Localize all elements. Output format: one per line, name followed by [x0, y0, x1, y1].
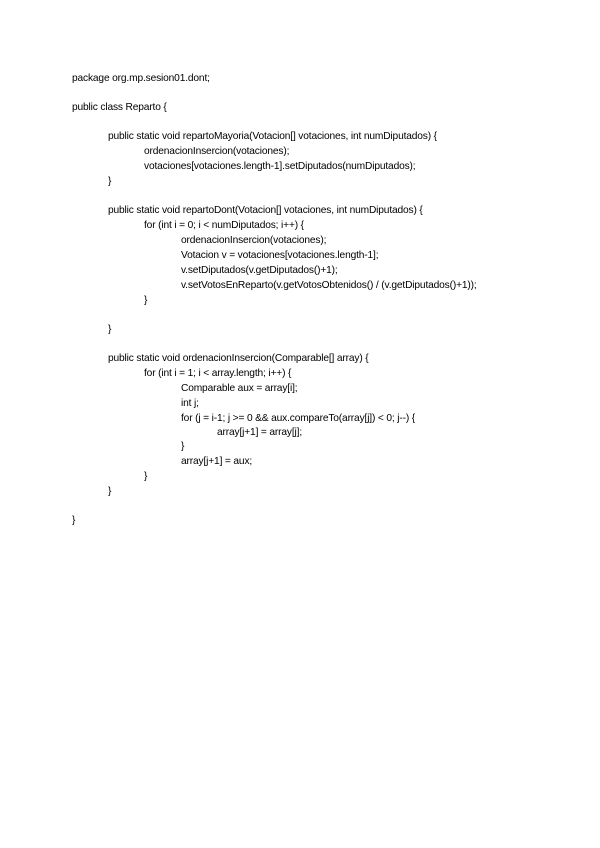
code-line: public static void repartoDont(Votacion[] votaciones, int numDiputados) { — [108, 205, 423, 216]
code-line: package org.mp.sesion01.dont; — [72, 73, 210, 84]
code-line: v.setVotosEnReparto(v.getVotosObtenidos() / (v.getDiputados()+1)); — [181, 280, 477, 291]
code-line: for (j = i-1; j >= 0 && aux.compareTo(array[j]) < 0; j--) { — [181, 413, 416, 424]
code-line: } — [144, 471, 148, 482]
code-line: array[j+1] = array[j]; — [217, 427, 303, 438]
code-line: votaciones[votaciones.length-1].setDiputados(numDiputados); — [144, 161, 416, 172]
code-line: } — [181, 441, 185, 452]
code-line: } — [108, 486, 112, 497]
code-line: Comparable aux = array[i]; — [181, 383, 298, 394]
code-line: } — [108, 324, 112, 335]
code-line: ordenacionInsercion(votaciones); — [181, 235, 327, 246]
code-line: public static void repartoMayoria(Votacion[] votaciones, int numDiputados) { — [108, 131, 437, 142]
code-line: ordenacionInsercion(votaciones); — [144, 146, 290, 157]
code-line: } — [72, 515, 76, 526]
code-line: } — [144, 295, 148, 306]
code-line: for (int i = 1; i < array.length; i++) { — [144, 368, 292, 379]
code-line: for (int i = 0; i < numDiputados; i++) { — [144, 220, 304, 231]
code-line: array[j+1] = aux; — [181, 456, 253, 467]
code-line: public class Reparto { — [72, 102, 167, 113]
code-line: int j; — [181, 398, 199, 409]
code-line: public static void ordenacionInsercion(Comparable[] array) { — [108, 353, 369, 364]
code-line: Votacion v = votaciones[votaciones.length-1]; — [181, 250, 379, 261]
code-line: v.setDiputados(v.getDiputados()+1); — [181, 265, 338, 276]
code-line: } — [108, 176, 112, 187]
